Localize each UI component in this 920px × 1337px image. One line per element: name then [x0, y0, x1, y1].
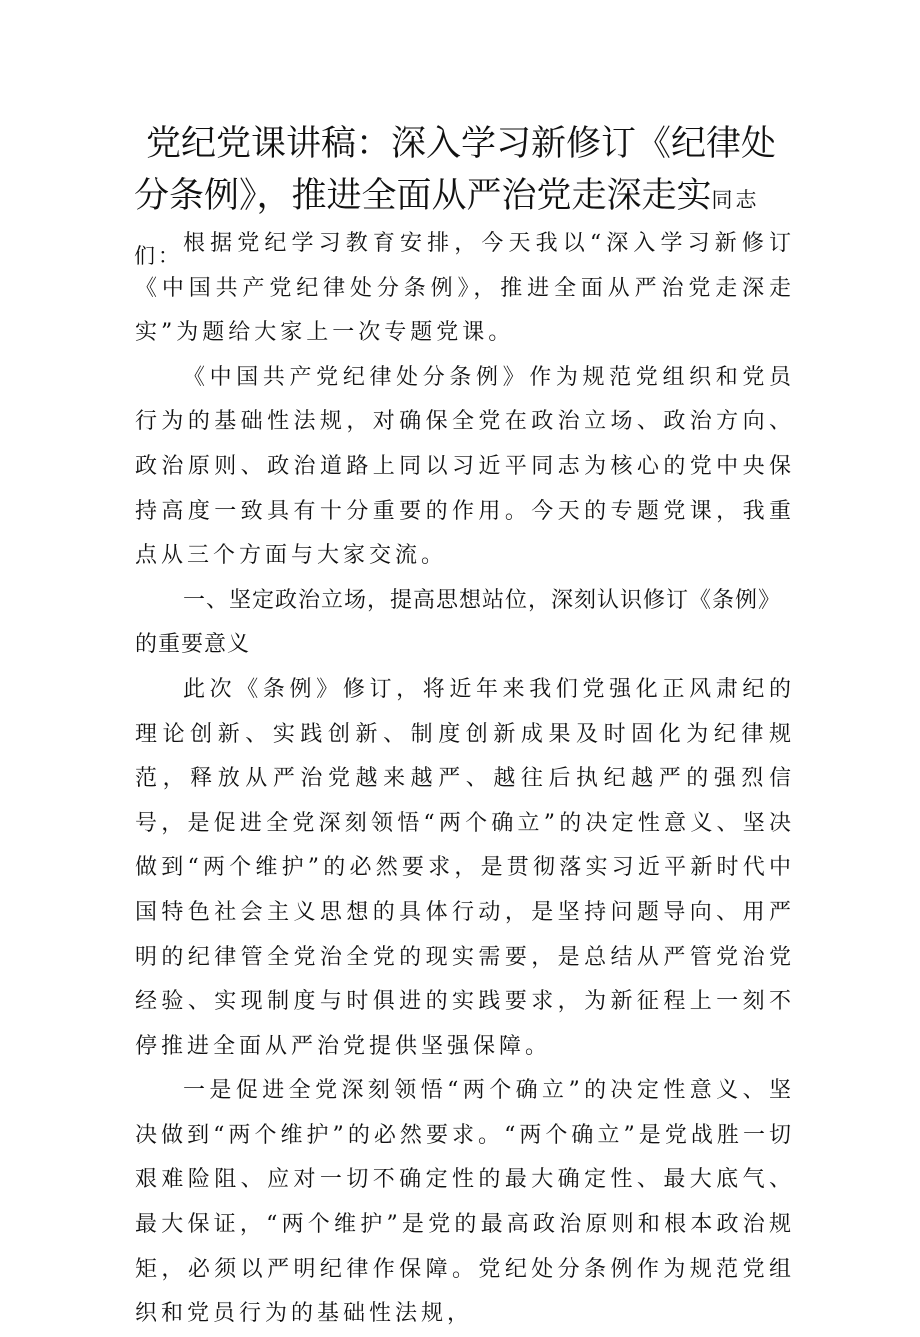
section-paragraph-1: 此次《条例》修订，将近年来我们党强化正风肃纪的理论创新、实践创新、制度创新成果及时固化为纪律规范，释放从严治党越来越严、越往后执纪越严的强烈信号，是促进全党深刻领悟“两个确立”的决定性意义、坚决做到“两个维护”的必然要求，是贯彻落实习近平新时代中国特色社会主义思想的具体行动，是坚持问题导向、用严明的纪律管全党治全党的现实需要，是总结从严管党治党经验、实现制度与时俱进的实践要求，为新征程上一刻不停推进全面从严治党提供坚强保障。 [135, 676, 795, 1059]
document-body [135, 222, 795, 1337]
intro-paragraph-1: 根据党纪学习教育安排，今天我以“深入学习新修订《中国共产党纪律处分条例》，推进全面从严治党走深走实”为题给大家上一次专题党课。 [135, 231, 795, 346]
title-text: 党纪党课讲稿：深入学习新修订《纪律处分条例》，推进全面从严治党走深走实 [134, 124, 777, 216]
section-paragraph-2: 一是促进全党深刻领悟“两个确立”的决定性意义、坚决做到“两个维护”的必然要求。“两个确立”是党战胜一切艰难险阻、应对一切不确定性的最大确定性、最大底气、最大保证，“两个维护”是党的最高政治原则和根本政治规矩，必须以严明纪律作保障。党纪处分条例作为规范党组织和党员行为的基础性法规， [135, 1078, 795, 1327]
section-heading-1: 一、坚定政治立场，提高思想站位，深刻认识修订《条例》的重要意义 [135, 587, 782, 658]
intro-paragraph-2: 《中国共产党纪律处分条例》作为规范党组织和党员行为的基础性法规，对确保全党在政治立场、政治方向、政治原则、政治道路上同以习近平同志为核心的党中央保持高度一致具有十分重要的作用。今天的专题党课，我重点从三个方面与大家交流。 [135, 364, 795, 569]
salutation: 同志们： [134, 188, 760, 268]
